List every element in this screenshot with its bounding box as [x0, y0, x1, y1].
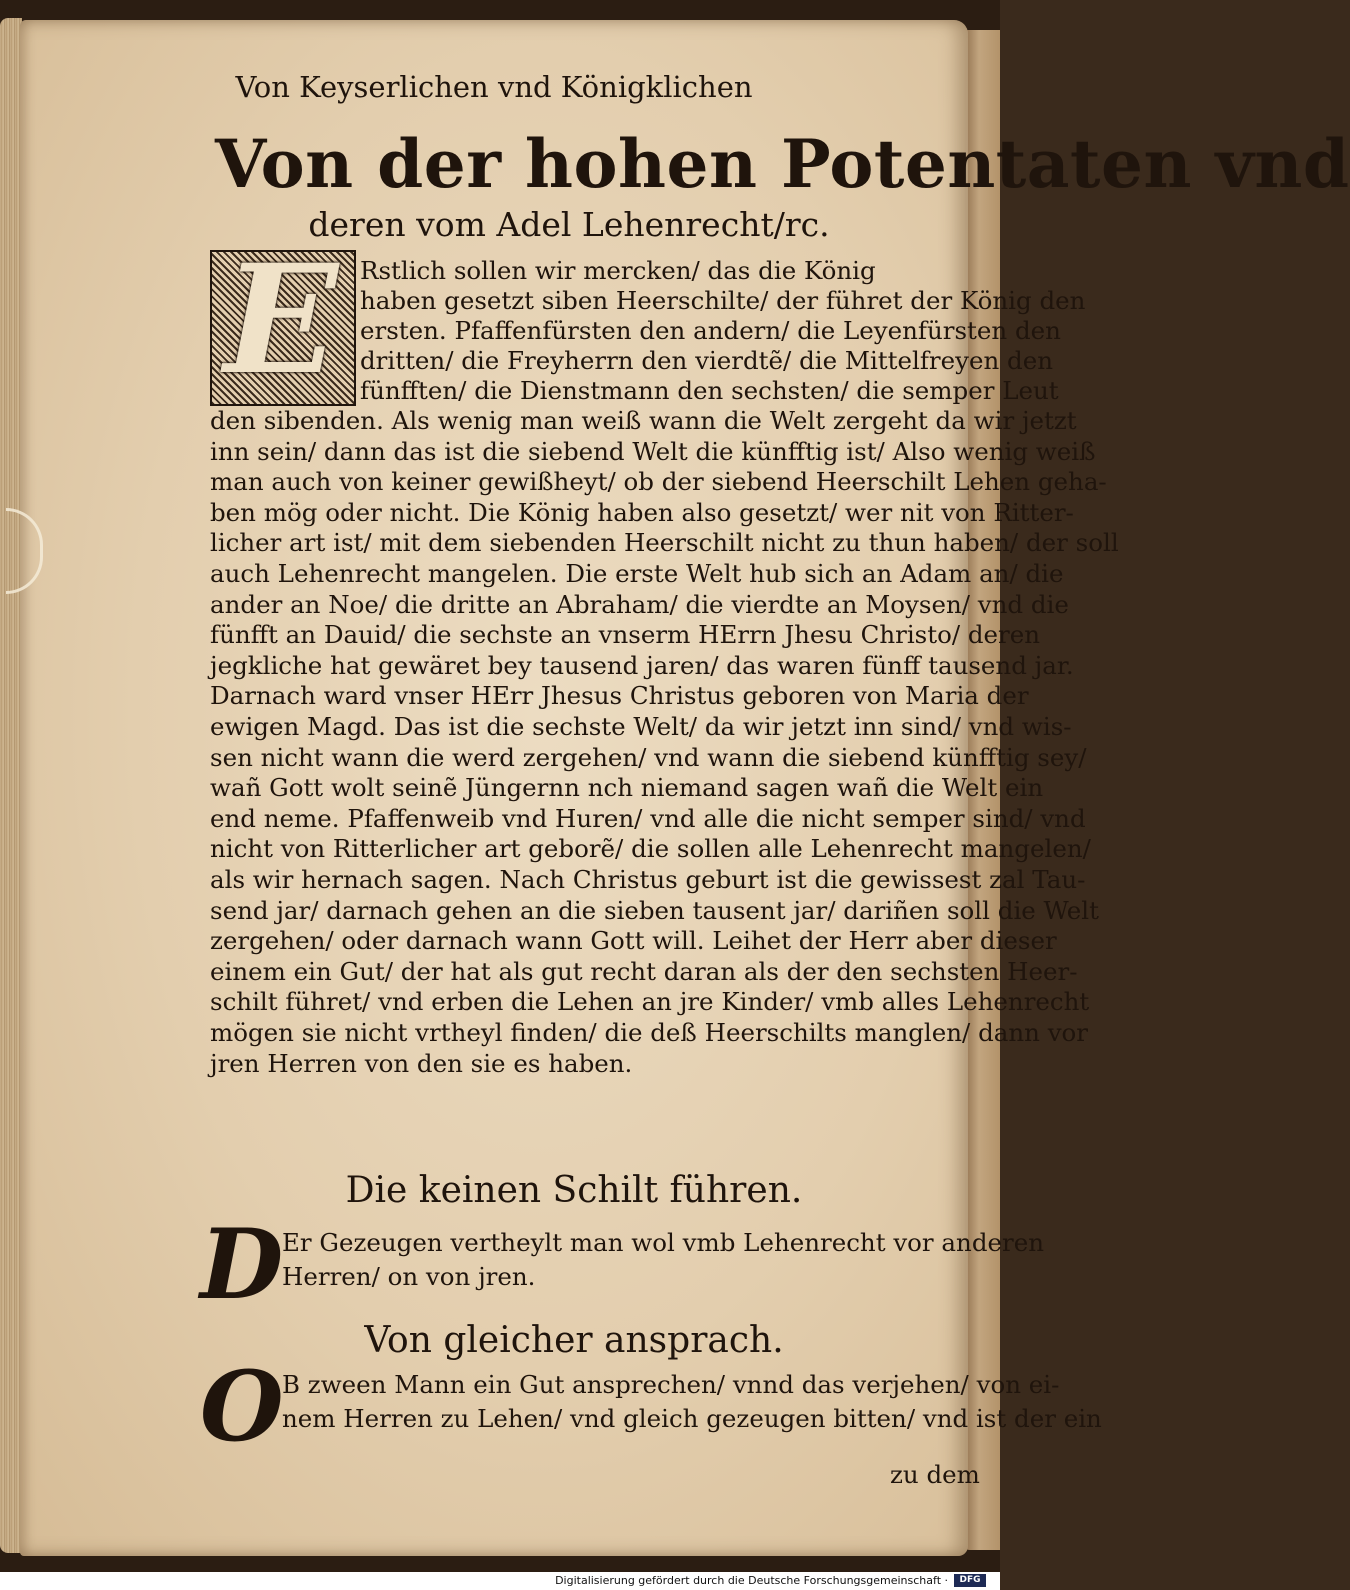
text-line: den sibenden. Als wenig man weiß wann die Welt zergeht da wir jetzt	[210, 406, 1077, 435]
drop-initial-d: D	[200, 1208, 284, 1321]
section-heading-gleicher-ansprach: Von gleicher ansprach.	[364, 1320, 784, 1361]
drop-initial-o: O	[200, 1350, 284, 1463]
footer-credit: Digitalisierung gefördert durch die Deutsche Forschungsgemeinschaft ·	[555, 1574, 948, 1587]
text-line: fünfft an Dauid/ die sechste an vnserm HErrn Jhesu Christo/ deren	[210, 620, 1041, 650]
text-line: ewigen Magd. Das ist die sechste Welt/ da wir jetzt inn sind/ vnd wis-	[210, 712, 1072, 741]
text-line: haben gesetzt siben Heerschilte/ der führet der König den	[360, 286, 1086, 315]
text-line: jegkliche hat gewäret bey tausend jaren/ das waren fünff tausend jar.	[210, 650, 1074, 680]
text-line: nicht von Ritterlicher art geborẽ/ die sollen alle Lehenrecht mangelen/	[210, 834, 1091, 864]
text-line: B zween Mann ein Gut ansprechen/ vnnd das verjehen/ von ei-	[282, 1370, 1060, 1399]
text-line: schilt führet/ vnd erben die Lehen an jre Kinder/ vmb alles Lehenrecht	[210, 987, 1090, 1017]
text-line: Rstlich sollen wir mercken/ das die König	[360, 256, 876, 285]
text-line: zergehen/ oder darnach wann Gott will. Leihet der Herr aber dieser	[210, 926, 1057, 956]
text-line: man auch von keiner gewißheyt/ ob der siebend Heerschilt Lehen geha-	[210, 467, 1107, 497]
text-line: ben mög oder nicht. Die König haben also gesetzt/ wer nit von Ritter-	[210, 497, 1074, 527]
text-line: send jar/ darnach gehen an die sieben tausent jar/ dariñen soll die Welt	[210, 895, 1099, 925]
text-line: sen nicht wann die werd zergehen/ vnd wann die siebend künfftig sey/	[210, 742, 1087, 772]
text-line: als wir hernach sagen. Nach Christus geburt ist die gewissest zal Tau-	[210, 865, 1086, 894]
dfg-logo: DFG	[954, 1574, 986, 1587]
text-line: Er Gezeugen vertheylt man wol vmb Lehenrecht vor anderen	[282, 1228, 1044, 1257]
text-line: inn sein/ dann das ist die siebend Welt die künfftig ist/ Also wenig weiß	[210, 436, 1096, 466]
text-line: wañ Gott wolt seinẽ Jüngernn nch niemand sagen wañ die Welt ein	[210, 773, 1044, 803]
text-line: fünfften/ die Dienstmann den sechsten/ die semper Leut	[360, 376, 1059, 405]
title-line-2: deren vom Adel Lehenrecht/rc.	[308, 205, 830, 244]
title-line-1: Von der hohen Potentaten vnd	[215, 125, 1350, 203]
text-line: dritten/ die Freyherrn den vierdtẽ/ die Mittelfreyen den	[360, 346, 1053, 375]
running-head: Von Keyserlichen vnd Königklichen	[235, 70, 753, 104]
text-line: Herren/ on von jren.	[282, 1262, 536, 1291]
text-line: einem ein Gut/ der hat als gut recht daran als der den sechsten Heer-	[210, 956, 1078, 986]
text-line: Darnach ward vnser HErr Jhesus Christus geboren von Maria der	[210, 681, 1029, 711]
text-line: mögen sie nicht vrtheyl finden/ die deß Heerschilts manglen/ dann vor	[210, 1018, 1089, 1047]
text-line: licher art ist/ mit dem siebenden Heerschilt nicht zu thun haben/ der soll	[210, 528, 1119, 558]
text-line: nem Herren zu Lehen/ vnd gleich gezeugen bitten/ vnd ist der ein	[282, 1404, 1102, 1433]
text-line: end neme. Pfaffenweib vnd Huren/ vnd alle die nicht semper sind/ vnd	[210, 803, 1086, 833]
text-line: jren Herren von den sie es haben.	[210, 1048, 633, 1078]
text-line: auch Lehenrecht mangelen. Die erste Welt hub sich an Adam an/ die	[210, 559, 1064, 588]
text-line: ersten. Pfaffenfürsten den andern/ die Leyenfürsten den	[360, 316, 1061, 345]
catchword: zu dem	[890, 1460, 980, 1489]
book-page-edges	[0, 18, 22, 1553]
section-heading-keinen-schilt: Die keinen Schilt führen.	[345, 1170, 803, 1211]
ornamental-initial-e: E	[223, 232, 339, 408]
book-page	[20, 20, 1350, 1556]
text-line: ander an Noe/ die dritte an Abraham/ die vierdte an Moysen/ vnd die	[210, 589, 1069, 619]
